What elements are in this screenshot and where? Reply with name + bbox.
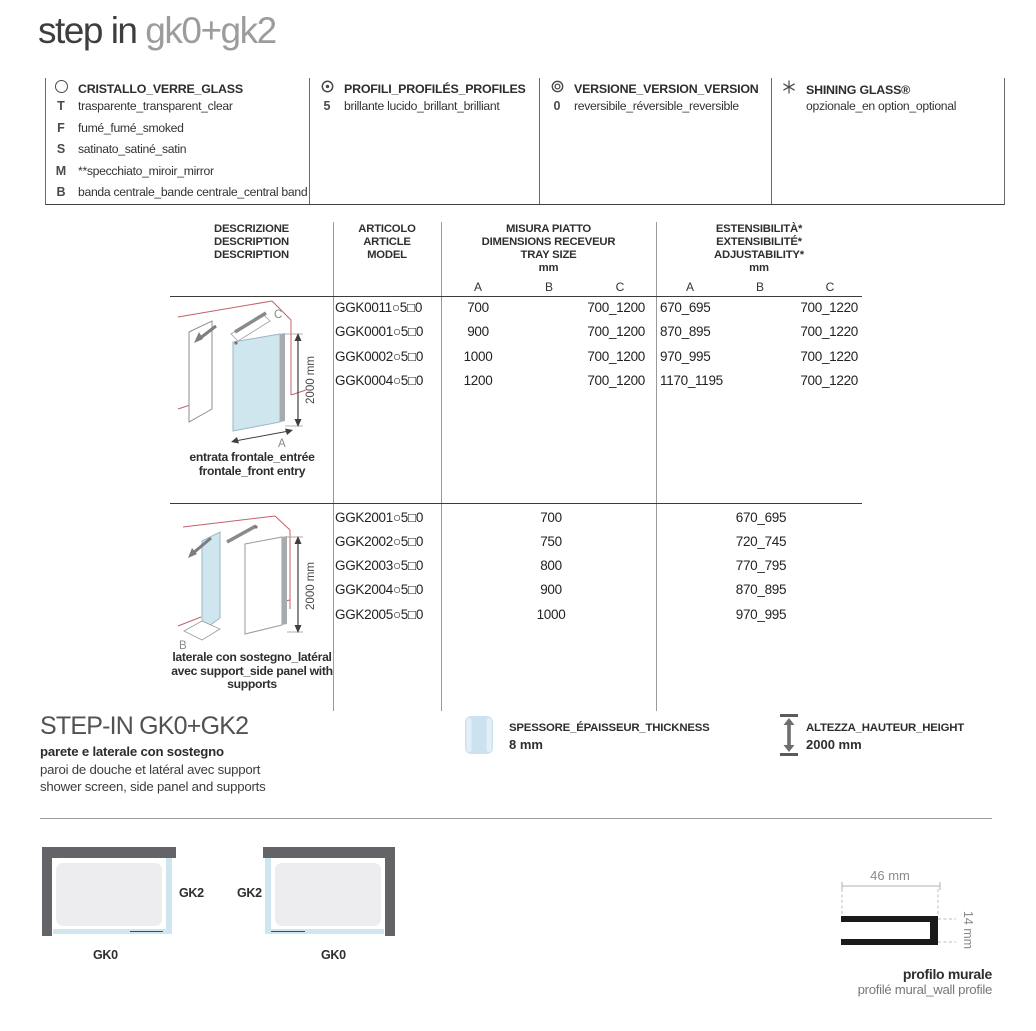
adjustability-a: 670_695 bbox=[660, 300, 711, 315]
legend-divider bbox=[309, 78, 310, 204]
page-title-dark: step in bbox=[38, 10, 146, 51]
circle-dot-icon bbox=[316, 80, 338, 98]
wall-profile-drawing bbox=[826, 858, 986, 953]
tray-size-a: 900 bbox=[467, 324, 489, 339]
adjustability-a: 970_995 bbox=[660, 349, 711, 364]
legend-box bbox=[45, 78, 1005, 205]
page-title-light: gk0+gk2 bbox=[145, 10, 276, 51]
profile-top-flange bbox=[841, 916, 938, 922]
wall-profile bbox=[280, 333, 285, 422]
subcol-tray-b: B bbox=[544, 280, 553, 294]
legend-profiles-header: PROFILI_PROFILÉS_PROFILES bbox=[316, 80, 526, 96]
adjustability-b: 870_895 bbox=[735, 582, 787, 597]
plan-view-left bbox=[42, 847, 176, 939]
series-subtitle-fr: paroi de douche et latéral avec support bbox=[40, 762, 261, 777]
glass-side bbox=[166, 858, 172, 932]
tray-size-a: 1000 bbox=[463, 349, 493, 364]
legend-divider bbox=[539, 78, 540, 204]
table-group-rule bbox=[170, 503, 862, 504]
b-dimension-outline bbox=[184, 621, 220, 640]
wall-top bbox=[263, 847, 395, 858]
tray-size-b: 1000 bbox=[536, 607, 566, 622]
plan-view-right bbox=[263, 847, 395, 939]
subcol-tray-c: C bbox=[615, 280, 625, 294]
plan-right-gk0-label: GK0 bbox=[321, 948, 346, 962]
profile-back bbox=[930, 916, 938, 945]
glass-panel bbox=[233, 334, 280, 431]
legend-glass-header: CRISTALLO_VERRE_GLASS bbox=[50, 80, 243, 96]
subcol-adj-b: B bbox=[755, 280, 764, 294]
adjustability-c: 700_1220 bbox=[800, 373, 858, 388]
height-arrow-icon bbox=[780, 714, 798, 756]
glass-side bbox=[265, 858, 271, 932]
article-code: GGK0011○5□0 bbox=[335, 300, 423, 315]
plan-left-gk2-label: GK2 bbox=[179, 886, 204, 900]
legend-profiles-item: 5 brillante lucido_brillant_brilliant bbox=[323, 98, 500, 113]
adjustability-c: 700_1220 bbox=[800, 324, 858, 339]
side-panel-diagram bbox=[175, 513, 333, 665]
adjustability-c: 700_1220 bbox=[800, 300, 858, 315]
tray-size-c: 700_1200 bbox=[587, 324, 645, 339]
fixed-panel bbox=[245, 537, 282, 634]
legend-version-item: 0 reversibile_réversible_reversible bbox=[553, 98, 739, 113]
tray-size-a: 1200 bbox=[463, 373, 493, 388]
legend-glass-item: M **specchiato_miroir_mirror bbox=[55, 163, 214, 178]
subcol-adj-c: C bbox=[825, 280, 835, 294]
adjustability-a: 1170_1195 bbox=[660, 373, 723, 388]
tray-size-a: 700 bbox=[467, 300, 489, 315]
legend-glass-item: S satinato_satiné_satin bbox=[56, 141, 187, 156]
thickness-label: SPESSORE_ÉPAISSEUR_THICKNESS bbox=[509, 722, 710, 734]
series-subtitle-it: parete e laterale con sostegno bbox=[40, 744, 224, 759]
height-label: 2000 mm bbox=[305, 356, 317, 404]
col-header-tray-size: MISURA PIATTO DIMENSIONS RECEVEUR TRAY SIZE mm bbox=[481, 223, 616, 274]
label-a: A bbox=[278, 438, 286, 450]
series-title: STEP-IN GK0+GK2 bbox=[40, 712, 249, 740]
series-subtitle-en: shower screen, side panel and supports bbox=[40, 779, 266, 794]
article-code: GGK0002○5□0 bbox=[335, 349, 424, 364]
adjustability-b: 720_745 bbox=[735, 534, 787, 549]
tray-size-b: 800 bbox=[540, 558, 562, 573]
subcol-adj-a: A bbox=[685, 280, 694, 294]
article-code: GGK2001○5□0 bbox=[335, 510, 424, 525]
tray-size-b: 750 bbox=[540, 534, 562, 549]
legend-divider bbox=[771, 78, 772, 204]
legend-shining-item: opzionale_en option_optional bbox=[806, 98, 957, 113]
legend-version-header: VERSIONE_VERSION_VERSION bbox=[546, 80, 759, 96]
diagram-caption: laterale con sostegno_latéral avec support_side panel with supports bbox=[171, 650, 333, 691]
adjustability-a: 870_895 bbox=[660, 324, 711, 339]
legend-glass-item: B banda centrale_bande centrale_central band bbox=[56, 184, 308, 199]
label-c: C bbox=[274, 309, 283, 321]
support-bar bbox=[227, 526, 256, 542]
diagram-caption: entrata frontale_entrée frontale_front entry bbox=[189, 450, 315, 478]
double-circle-icon bbox=[546, 80, 568, 98]
shower-tray bbox=[275, 863, 381, 926]
wall-left bbox=[42, 847, 52, 936]
col-header-description: DESCRIZIONE DESCRIPTION DESCRIPTION bbox=[213, 223, 289, 261]
tray-size-c: 700_1200 bbox=[587, 300, 645, 315]
thickness-value: 8 mm bbox=[509, 737, 543, 752]
circle-icon bbox=[50, 80, 72, 98]
subcol-tray-a: A bbox=[473, 280, 482, 294]
adjustability-b: 970_995 bbox=[735, 607, 787, 622]
col-header-adjustability: ESTENSIBILITÀ* EXTENSIBILITÉ* ADJUSTABILITY* mm bbox=[714, 223, 804, 274]
adjustability-c: 700_1220 bbox=[800, 349, 858, 364]
profile-width-label: 46 mm bbox=[870, 868, 910, 883]
plan-right-gk2-label: GK2 bbox=[237, 886, 262, 900]
legend-glass-item: T trasparente_transparent_clear bbox=[57, 98, 233, 113]
tray-size-c: 700_1200 bbox=[587, 373, 645, 388]
height-value: 2000 mm bbox=[806, 737, 862, 752]
wall-right bbox=[385, 847, 395, 936]
wall-profile bbox=[282, 536, 287, 625]
article-code: GGK2005○5□0 bbox=[335, 607, 424, 622]
legend-shining-header: SHINING GLASS® bbox=[778, 80, 910, 96]
table-header-rule bbox=[170, 296, 862, 297]
tray-size-b: 700 bbox=[540, 510, 562, 525]
wall-top bbox=[42, 847, 176, 858]
adjustability-b: 770_795 bbox=[735, 558, 787, 573]
legend-glass-item: F fumé_fumé_smoked bbox=[57, 120, 184, 135]
adjustability-b: 670_695 bbox=[735, 510, 787, 525]
article-code: GGK2003○5□0 bbox=[335, 558, 424, 573]
profile-caption-secondary: profilé mural_wall profile bbox=[857, 982, 992, 997]
article-code: GGK2002○5□0 bbox=[335, 534, 424, 549]
section-divider bbox=[40, 818, 992, 819]
front-entry-diagram bbox=[175, 298, 333, 450]
article-code: GGK0004○5□0 bbox=[335, 373, 424, 388]
article-code: GGK2004○5□0 bbox=[335, 582, 424, 597]
profile-depth-label: 14 mm bbox=[961, 910, 975, 950]
profile-bottom-flange bbox=[841, 939, 938, 945]
support-bar bbox=[235, 313, 266, 332]
profile-caption-primary: profilo murale bbox=[902, 966, 992, 982]
plan-left-gk0-label: GK0 bbox=[93, 948, 118, 962]
side-glass-panel bbox=[202, 532, 220, 631]
label-b: B bbox=[179, 640, 187, 652]
shower-tray bbox=[56, 863, 162, 926]
article-code: GGK0001○5□0 bbox=[335, 324, 424, 339]
glass-thickness-icon bbox=[464, 715, 494, 755]
page-title bbox=[38, 10, 276, 52]
height-label: 2000 mm bbox=[305, 562, 317, 610]
height-label: ALTEZZA_HAUTEUR_HEIGHT bbox=[806, 722, 965, 734]
tray-size-b: 900 bbox=[540, 582, 562, 597]
col-header-article: ARTICOLO ARTICLE MODEL bbox=[358, 223, 416, 261]
tray-size-c: 700_1200 bbox=[587, 349, 645, 364]
